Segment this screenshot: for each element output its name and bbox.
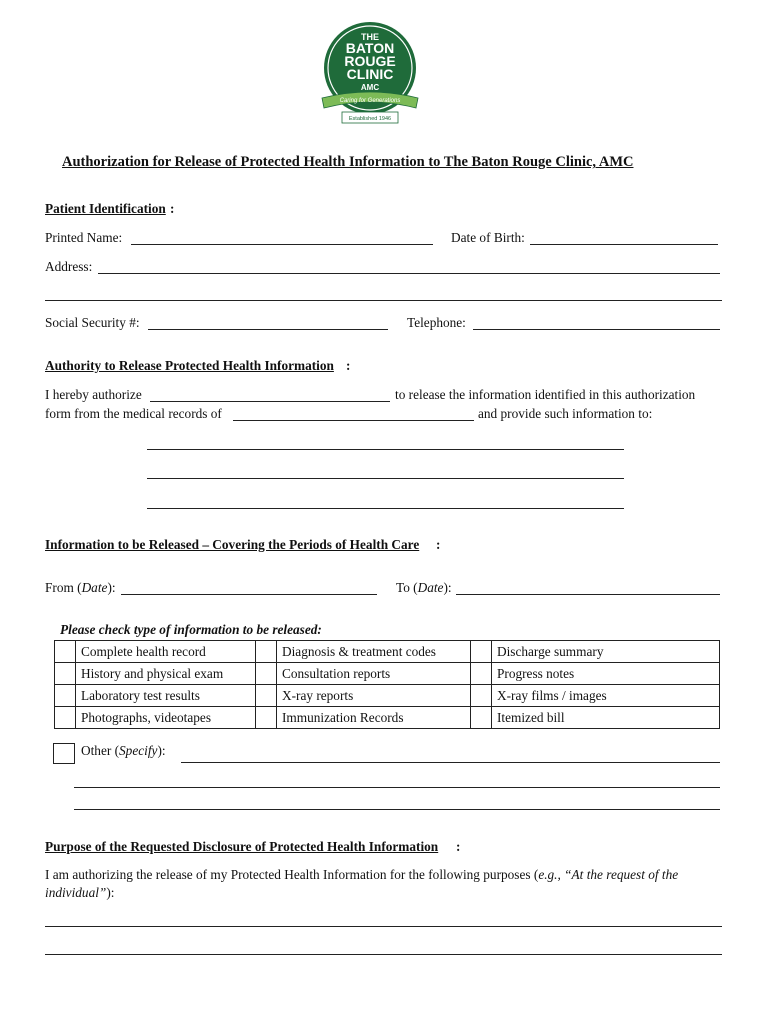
checkbox[interactable] xyxy=(55,707,76,729)
table-row xyxy=(55,641,720,663)
ssn-field[interactable] xyxy=(148,329,388,330)
purpose-field-2[interactable] xyxy=(45,954,722,955)
logo-text-clinic: CLINIC xyxy=(346,66,394,82)
recipient-field-1[interactable] xyxy=(147,449,624,450)
dob-field[interactable] xyxy=(530,244,718,245)
purpose-field-1[interactable] xyxy=(45,926,722,927)
authorized-party-field[interactable] xyxy=(150,401,390,402)
checkbox[interactable] xyxy=(256,707,277,729)
information-type-table xyxy=(54,640,720,729)
option-label: X-ray films / images xyxy=(492,685,720,707)
to-date-field[interactable] xyxy=(456,594,720,595)
table-row xyxy=(55,707,720,729)
authority-heading: Authority to Release Protected Health Information xyxy=(45,358,334,373)
logo-text-rouge: ROUGE xyxy=(344,53,396,69)
option-label: Diagnosis & treatment codes xyxy=(277,641,471,663)
telephone-field[interactable] xyxy=(473,329,720,330)
option-label: X-ray reports xyxy=(277,685,471,707)
address-field-line2[interactable] xyxy=(45,300,722,301)
logo-text-the: THE xyxy=(361,32,379,42)
other-specify-field-3[interactable] xyxy=(74,809,720,810)
records-holder-field[interactable] xyxy=(233,420,474,421)
ssn-label: Social Security #: xyxy=(45,315,140,330)
information-released-heading: Information to be Released – Covering the Periods of Health Care xyxy=(45,537,420,552)
other-specify-field[interactable] xyxy=(181,762,720,763)
option-label: Itemized bill xyxy=(492,707,720,729)
logo-ribbon-text: Caring for Generations xyxy=(339,98,401,104)
checkbox[interactable] xyxy=(55,641,76,663)
checkbox[interactable] xyxy=(55,685,76,707)
provide-to-text: and provide such information to: xyxy=(478,406,653,421)
purpose-text-cont: individual”): xyxy=(45,885,115,900)
other-label: Other (Specify): xyxy=(81,743,166,758)
address-label: Address: xyxy=(45,259,93,274)
option-label: Immunization Records xyxy=(277,707,471,729)
clinic-logo xyxy=(318,20,422,126)
heading-colon: : xyxy=(170,201,175,216)
option-label: Consultation reports xyxy=(277,663,471,685)
checkbox[interactable] xyxy=(55,663,76,685)
authorize-text: I hereby authorize xyxy=(45,387,142,402)
recipient-field-2[interactable] xyxy=(147,478,624,479)
from-date-label: From (Date): xyxy=(45,580,116,595)
checkbox[interactable] xyxy=(256,641,277,663)
from-date-field[interactable] xyxy=(121,594,377,595)
authorize-text-cont: to release the information identified in this authorization xyxy=(395,387,696,402)
heading-colon: : xyxy=(346,358,351,373)
logo-text-amc: AMC xyxy=(360,83,380,92)
option-label: Photographs, videotapes xyxy=(76,707,256,729)
heading-colon: : xyxy=(436,537,441,552)
dob-label: Date of Birth: xyxy=(451,230,525,245)
table-row xyxy=(55,685,720,707)
other-specify-field-2[interactable] xyxy=(74,787,720,788)
telephone-label: Telephone: xyxy=(407,315,466,330)
to-date-label: To (Date): xyxy=(396,580,452,595)
patient-identification-heading: Patient Identification xyxy=(45,201,166,216)
records-of-text: form from the medical records of xyxy=(45,406,222,421)
checkbox[interactable] xyxy=(471,707,492,729)
checkbox[interactable] xyxy=(471,685,492,707)
option-label: Discharge summary xyxy=(492,641,720,663)
checkbox[interactable] xyxy=(256,685,277,707)
logo-established: Established 1946 xyxy=(348,116,392,122)
checkbox[interactable] xyxy=(471,663,492,685)
purpose-heading: Purpose of the Requested Disclosure of Protected Health Information xyxy=(45,839,439,854)
purpose-text: I am authorizing the release of my Protected Health Information for the following purposes (e.g., “At the request of the xyxy=(45,867,679,882)
table-row xyxy=(55,663,720,685)
printed-name-field[interactable] xyxy=(131,244,433,245)
option-label: Progress notes xyxy=(492,663,720,685)
checkbox[interactable] xyxy=(471,641,492,663)
option-label: Complete health record xyxy=(76,641,256,663)
option-label: History and physical exam xyxy=(76,663,256,685)
recipient-field-3[interactable] xyxy=(147,508,624,509)
address-field[interactable] xyxy=(98,273,720,274)
page-title: Authorization for Release of Protected Health Information to The Baton Rouge Clinic, AMC xyxy=(62,154,634,170)
logo-text-baton: BATON xyxy=(345,40,395,56)
checkbox[interactable] xyxy=(256,663,277,685)
other-checkbox[interactable] xyxy=(53,743,75,764)
printed-name-label: Printed Name: xyxy=(45,230,123,245)
heading-colon: : xyxy=(456,839,461,854)
check-instruction: Please check type of information to be released: xyxy=(60,622,322,637)
option-label: Laboratory test results xyxy=(76,685,256,707)
